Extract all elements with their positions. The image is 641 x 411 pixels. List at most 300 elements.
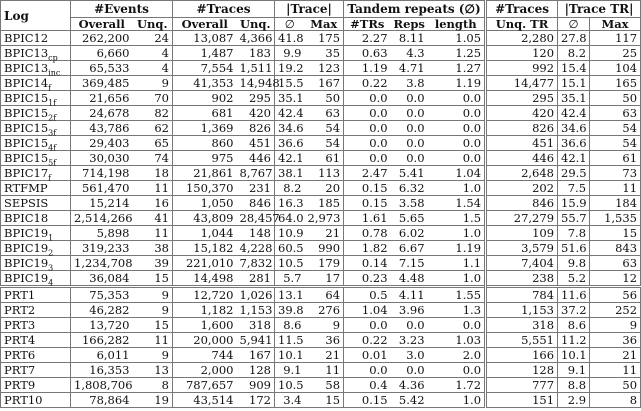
log-name [1,136,71,151]
cell-unq-tr: 27,279 [486,211,558,226]
log-name [1,241,71,256]
log-name [1,76,71,91]
col-events-overall: Overall [71,18,133,31]
table-row [1,363,641,378]
cell-events-unq: 8 [133,378,173,393]
table-row [1,256,641,271]
cell-events-overall: 6,660 [71,46,133,61]
cell-trace-tr-avg: 5.2 [558,271,590,287]
cell-tr-length: 1.19 [428,76,486,91]
cell-events-overall: 43,786 [71,121,133,136]
cell-tr-reps: 0.0 [391,136,428,151]
table-row [1,91,641,106]
log-name-subscript: 3 [48,263,54,273]
log-name [1,256,71,271]
cell-traces-overall: 787,657 [173,378,237,393]
cell-tr-count: 0.15 [344,393,391,408]
cell-tr-count: 2.27 [344,31,391,46]
cell-events-overall: 5,898 [71,226,133,241]
cell-trace-avg: 41.8 [275,31,305,46]
log-name [1,271,71,287]
cell-trace-max: 64 [305,287,344,303]
cell-unq-tr: 846 [486,196,558,211]
cell-events-unq: 11 [133,181,173,196]
cell-trace-tr-max: 12 [590,271,641,287]
cell-unq-tr: 7,404 [486,256,558,271]
cell-trace-avg: 3.4 [275,393,305,408]
cell-trace-tr-avg: 11.6 [558,287,590,303]
cell-traces-overall: 860 [173,136,237,151]
cell-trace-tr-avg: 9.8 [558,256,590,271]
cell-tr-length: 1.54 [428,196,486,211]
cell-traces-overall: 1,050 [173,196,237,211]
cell-tr-reps: 0.0 [391,106,428,121]
cell-trace-tr-avg: 55.7 [558,211,590,226]
cell-tr-reps: 4.11 [391,287,428,303]
cell-trace-tr-avg: 29.5 [558,166,590,181]
cell-events-unq: 24 [133,31,173,46]
cell-trace-max: 20 [305,181,344,196]
cell-tr-reps: 0.0 [391,363,428,378]
table-row [1,226,641,241]
cell-tr-reps: 5.65 [391,211,428,226]
cell-traces-unq: 7,832 [237,256,275,271]
log-name [1,61,71,76]
cell-events-overall: 2,514,266 [71,211,133,226]
cell-trace-tr-avg: 51.6 [558,241,590,256]
table-row [1,31,641,46]
cell-tr-count: 0.5 [344,287,391,303]
log-name-text: PRT1 [4,288,36,302]
col-events-unq: Unq. [133,18,173,31]
cell-unq-tr: 777 [486,378,558,393]
cell-unq-tr: 14,477 [486,76,558,91]
log-name [1,348,71,363]
cell-trace-tr-avg: 9.1 [558,363,590,378]
cell-trace-max: 175 [305,31,344,46]
cell-events-overall: 166,282 [71,333,133,348]
cell-trace-tr-avg: 35.1 [558,91,590,106]
cell-tr-count: 0.22 [344,76,391,91]
cell-traces-overall: 1,369 [173,121,237,136]
cell-tr-reps: 7.15 [391,256,428,271]
log-name [1,378,71,393]
table-row [1,318,641,333]
cell-trace-tr-avg: 42.1 [558,151,590,166]
cell-trace-tr-avg: 7.8 [558,226,590,241]
cell-trace-max: 63 [305,106,344,121]
cell-unq-tr: 446 [486,151,558,166]
cell-events-unq: 13 [133,363,173,378]
cell-trace-avg: 10.9 [275,226,305,241]
cell-trace-max: 54 [305,121,344,136]
cell-trace-tr-avg: 27.8 [558,31,590,46]
cell-unq-tr: 420 [486,106,558,121]
col-trace-max: Max [305,18,344,31]
cell-traces-overall: 41,353 [173,76,237,91]
cell-tr-reps: 5.42 [391,393,428,408]
log-name-text: BPIC18 [4,211,49,225]
cell-trace-avg: 36.6 [275,136,305,151]
cell-tr-length: 1.0 [428,393,486,408]
log-name-text: BPIC15 [4,121,49,135]
log-name-subscript: 1 [48,233,54,243]
cell-events-overall: 1,234,708 [71,256,133,271]
cell-tr-length: 0.0 [428,151,486,166]
log-name-text: PRT10 [4,393,43,407]
cell-traces-unq: 4,366 [237,31,275,46]
cell-events-unq: 9 [133,287,173,303]
cell-tr-reps: 0.0 [391,121,428,136]
log-name-text: BPIC13 [4,46,49,60]
cell-unq-tr: 3,579 [486,241,558,256]
col-tandem-repeats: Tandem repeats (∅) [344,1,486,18]
log-name-text: BPIC14 [4,76,49,90]
col-unq-tr: Unq. TR [486,18,558,31]
log-name [1,333,71,348]
cell-trace-tr-max: 63 [590,106,641,121]
log-name-text: SEPSIS [4,196,49,210]
cell-tr-length: 1.05 [428,31,486,46]
cell-trace-max: 990 [305,241,344,256]
cell-traces-overall: 1,182 [173,303,237,318]
cell-traces-overall: 902 [173,91,237,106]
cell-tr-length: 1.55 [428,287,486,303]
cell-tr-count: 0.0 [344,151,391,166]
col-log: Log [1,1,71,31]
cell-tr-length: 1.0 [428,226,486,241]
cell-traces-overall: 681 [173,106,237,121]
col-trace-tr-avg: ∅ [558,18,590,31]
cell-traces-unq: 826 [237,121,275,136]
cell-traces-unq: 148 [237,226,275,241]
log-name-text: PRT2 [4,303,36,317]
cell-trace-tr-max: 8 [590,393,641,408]
log-name [1,181,71,196]
cell-trace-tr-max: 50 [590,91,641,106]
cell-trace-tr-max: 843 [590,241,641,256]
cell-events-unq: 41 [133,211,173,226]
cell-trace-tr-avg: 2.9 [558,393,590,408]
cell-trace-avg: 16.3 [275,196,305,211]
cell-tr-reps: 8.11 [391,31,428,46]
cell-tr-length: 1.0 [428,181,486,196]
cell-tr-reps: 0.0 [391,91,428,106]
cell-trace-max: 61 [305,151,344,166]
cell-trace-tr-max: 54 [590,121,641,136]
table-row [1,151,641,166]
cell-events-overall: 15,214 [71,196,133,211]
cell-tr-length: 0.0 [428,136,486,151]
log-name [1,393,71,408]
cell-events-overall: 319,233 [71,241,133,256]
log-name-subscript: 3f [48,128,57,138]
cell-events-overall: 24,678 [71,106,133,121]
log-name [1,303,71,318]
cell-traces-unq: 451 [237,136,275,151]
cell-tr-length: 1.1 [428,256,486,271]
cell-tr-reps: 3.0 [391,348,428,363]
cell-events-unq: 65 [133,136,173,151]
cell-trace-tr-max: 63 [590,256,641,271]
cell-trace-max: 11 [305,363,344,378]
log-name-text: PRT6 [4,348,36,362]
cell-trace-max: 113 [305,166,344,181]
col-traces-unq: Unq. [237,18,275,31]
log-name-text: BPIC13 [4,61,49,75]
cell-traces-overall: 1,044 [173,226,237,241]
log-name [1,196,71,211]
cell-tr-length: 2.0 [428,348,486,363]
cell-trace-tr-max: 54 [590,136,641,151]
cell-traces-unq: 14,948 [237,76,275,91]
log-name-subscript: f [48,173,52,183]
cell-trace-tr-max: 9 [590,318,641,333]
cell-events-overall: 36,084 [71,271,133,287]
table-row [1,61,641,76]
cell-trace-tr-max: 117 [590,31,641,46]
cell-events-unq: 18 [133,166,173,181]
cell-tr-length: 0.0 [428,106,486,121]
log-name-subscript: 4 [48,278,54,288]
cell-trace-max: 36 [305,333,344,348]
col-traces-tr: #Traces [486,1,558,18]
cell-tr-count: 0.0 [344,136,391,151]
log-name-subscript: 1f [48,98,57,108]
header-row-groups [1,1,641,18]
cell-trace-tr-avg: 7.5 [558,181,590,196]
cell-trace-tr-avg: 36.6 [558,136,590,151]
log-name-text: PRT7 [4,363,36,377]
cell-tr-count: 0.14 [344,256,391,271]
cell-tr-count: 0.01 [344,348,391,363]
cell-tr-length: 1.3 [428,303,486,318]
cell-unq-tr: 5,551 [486,333,558,348]
cell-trace-tr-max: 184 [590,196,641,211]
col-events: #Events [71,1,173,18]
cell-tr-reps: 0.0 [391,151,428,166]
cell-unq-tr: 992 [486,61,558,76]
cell-trace-max: 167 [305,76,344,91]
cell-trace-tr-max: 15 [590,226,641,241]
cell-unq-tr: 295 [486,91,558,106]
cell-traces-unq: 1,153 [237,303,275,318]
table-row [1,393,641,408]
log-name [1,46,71,61]
cell-trace-avg: 42.1 [275,151,305,166]
cell-unq-tr: 2,280 [486,31,558,46]
cell-trace-max: 15 [305,393,344,408]
log-name-text: BPIC19 [4,226,49,240]
log-name [1,106,71,121]
table-row [1,211,641,226]
table-row [1,348,641,363]
cell-trace-max: 58 [305,378,344,393]
cell-traces-overall: 150,370 [173,181,237,196]
cell-trace-avg: 9.1 [275,363,305,378]
cell-events-overall: 13,720 [71,318,133,333]
cell-traces-overall: 12,720 [173,287,237,303]
cell-traces-overall: 13,087 [173,31,237,46]
cell-trace-avg: 10.5 [275,256,305,271]
cell-trace-max: 17 [305,271,344,287]
log-name [1,226,71,241]
table-row [1,241,641,256]
cell-tr-reps: 4.48 [391,271,428,287]
cell-tr-count: 1.19 [344,61,391,76]
cell-tr-count: 0.22 [344,333,391,348]
cell-traces-unq: 231 [237,181,275,196]
cell-traces-unq: 167 [237,348,275,363]
log-name-subscript: 5f [48,158,57,168]
cell-tr-reps: 4.71 [391,61,428,76]
cell-trace-tr-avg: 34.6 [558,121,590,136]
log-name-subscript: 2 [48,248,54,258]
cell-events-overall: 561,470 [71,181,133,196]
cell-traces-unq: 420 [237,106,275,121]
cell-tr-reps: 3.96 [391,303,428,318]
cell-tr-count: 0.15 [344,181,391,196]
cell-traces-overall: 1,600 [173,318,237,333]
log-name-text: BPIC17 [4,166,49,180]
cell-traces-unq: 5,941 [237,333,275,348]
cell-tr-reps: 6.67 [391,241,428,256]
cell-trace-avg: 35.1 [275,91,305,106]
cell-tr-count: 0.63 [344,46,391,61]
col-tr-count: #TRs [344,18,391,31]
cell-tr-reps: 3.8 [391,76,428,91]
cell-traces-unq: 128 [237,363,275,378]
cell-trace-tr-max: 21 [590,348,641,363]
cell-tr-length: 1.27 [428,61,486,76]
cell-trace-max: 2,973 [305,211,344,226]
cell-events-overall: 29,403 [71,136,133,151]
cell-events-unq: 74 [133,151,173,166]
cell-traces-unq: 1,026 [237,287,275,303]
cell-trace-tr-avg: 42.4 [558,106,590,121]
cell-traces-overall: 1,487 [173,46,237,61]
cell-events-overall: 30,030 [71,151,133,166]
table-row [1,46,641,61]
cell-trace-avg: 34.6 [275,121,305,136]
cell-traces-unq: 295 [237,91,275,106]
cell-events-unq: 38 [133,241,173,256]
cell-trace-avg: 10.5 [275,378,305,393]
cell-tr-reps: 4.3 [391,46,428,61]
cell-trace-tr-avg: 15.9 [558,196,590,211]
cell-tr-length: 0.0 [428,121,486,136]
cell-tr-count: 1.61 [344,211,391,226]
cell-trace-tr-max: 73 [590,166,641,181]
cell-traces-overall: 21,861 [173,166,237,181]
header-row-sub [1,18,641,31]
cell-tr-reps: 6.02 [391,226,428,241]
cell-unq-tr: 166 [486,348,558,363]
cell-events-unq: 4 [133,46,173,61]
cell-trace-tr-avg: 37.2 [558,303,590,318]
log-name [1,166,71,181]
log-name [1,121,71,136]
cell-trace-avg: 15.5 [275,76,305,91]
cell-unq-tr: 784 [486,287,558,303]
cell-traces-unq: 909 [237,378,275,393]
cell-trace-tr-avg: 10.1 [558,348,590,363]
cell-events-overall: 75,353 [71,287,133,303]
cell-events-overall: 78,864 [71,393,133,408]
log-name-subscript: inc [48,68,61,78]
col-trace-tr-max: Max [590,18,641,31]
cell-events-overall: 714,198 [71,166,133,181]
table-body [1,31,641,408]
col-trace-tr-length: |Trace TR| [558,1,641,18]
cell-events-unq: 4 [133,61,173,76]
cell-tr-count: 0.78 [344,226,391,241]
log-name-subscript: 2f [48,113,57,123]
log-name-text: PRT9 [4,378,36,392]
cell-events-overall: 65,533 [71,61,133,76]
cell-trace-max: 276 [305,303,344,318]
cell-trace-max: 35 [305,46,344,61]
cell-trace-tr-avg: 11.2 [558,333,590,348]
cell-events-overall: 21,656 [71,91,133,106]
cell-trace-avg: 38.1 [275,166,305,181]
cell-trace-avg: 8.6 [275,318,305,333]
cell-events-overall: 369,485 [71,76,133,91]
cell-events-overall: 46,282 [71,303,133,318]
cell-trace-tr-avg: 8.2 [558,46,590,61]
cell-traces-unq: 318 [237,318,275,333]
cell-trace-tr-max: 165 [590,76,641,91]
cell-traces-unq: 28,457 [237,211,275,226]
table-row [1,287,641,303]
cell-trace-avg: 19.2 [275,61,305,76]
log-name-text: BPIC19 [4,241,49,255]
log-name [1,91,71,106]
cell-trace-avg: 8.2 [275,181,305,196]
cell-trace-tr-max: 25 [590,46,641,61]
col-tr-length: length [428,18,486,31]
cell-tr-count: 0.0 [344,318,391,333]
cell-events-overall: 16,353 [71,363,133,378]
col-tr-reps: Reps [391,18,428,31]
cell-traces-overall: 20,000 [173,333,237,348]
cell-traces-unq: 846 [237,196,275,211]
log-name [1,211,71,226]
cell-trace-max: 50 [305,91,344,106]
cell-trace-avg: 60.5 [275,241,305,256]
cell-trace-tr-max: 56 [590,287,641,303]
cell-events-overall: 1,808,706 [71,378,133,393]
log-name-text: RTFMP [4,181,48,195]
cell-events-unq: 62 [133,121,173,136]
cell-tr-count: 1.82 [344,241,391,256]
log-name-text: BPIC15 [4,151,49,165]
cell-tr-count: 0.0 [344,106,391,121]
log-name [1,151,71,166]
cell-events-unq: 16 [133,196,173,211]
cell-tr-length: 0.0 [428,91,486,106]
table-row [1,121,641,136]
cell-tr-reps: 3.58 [391,196,428,211]
cell-tr-count: 0.0 [344,363,391,378]
cell-events-unq: 9 [133,76,173,91]
table-row [1,196,641,211]
cell-unq-tr: 128 [486,363,558,378]
cell-traces-unq: 8,767 [237,166,275,181]
col-traces: #Traces [173,1,275,18]
cell-trace-max: 21 [305,226,344,241]
cell-trace-avg: 64.0 [275,211,305,226]
